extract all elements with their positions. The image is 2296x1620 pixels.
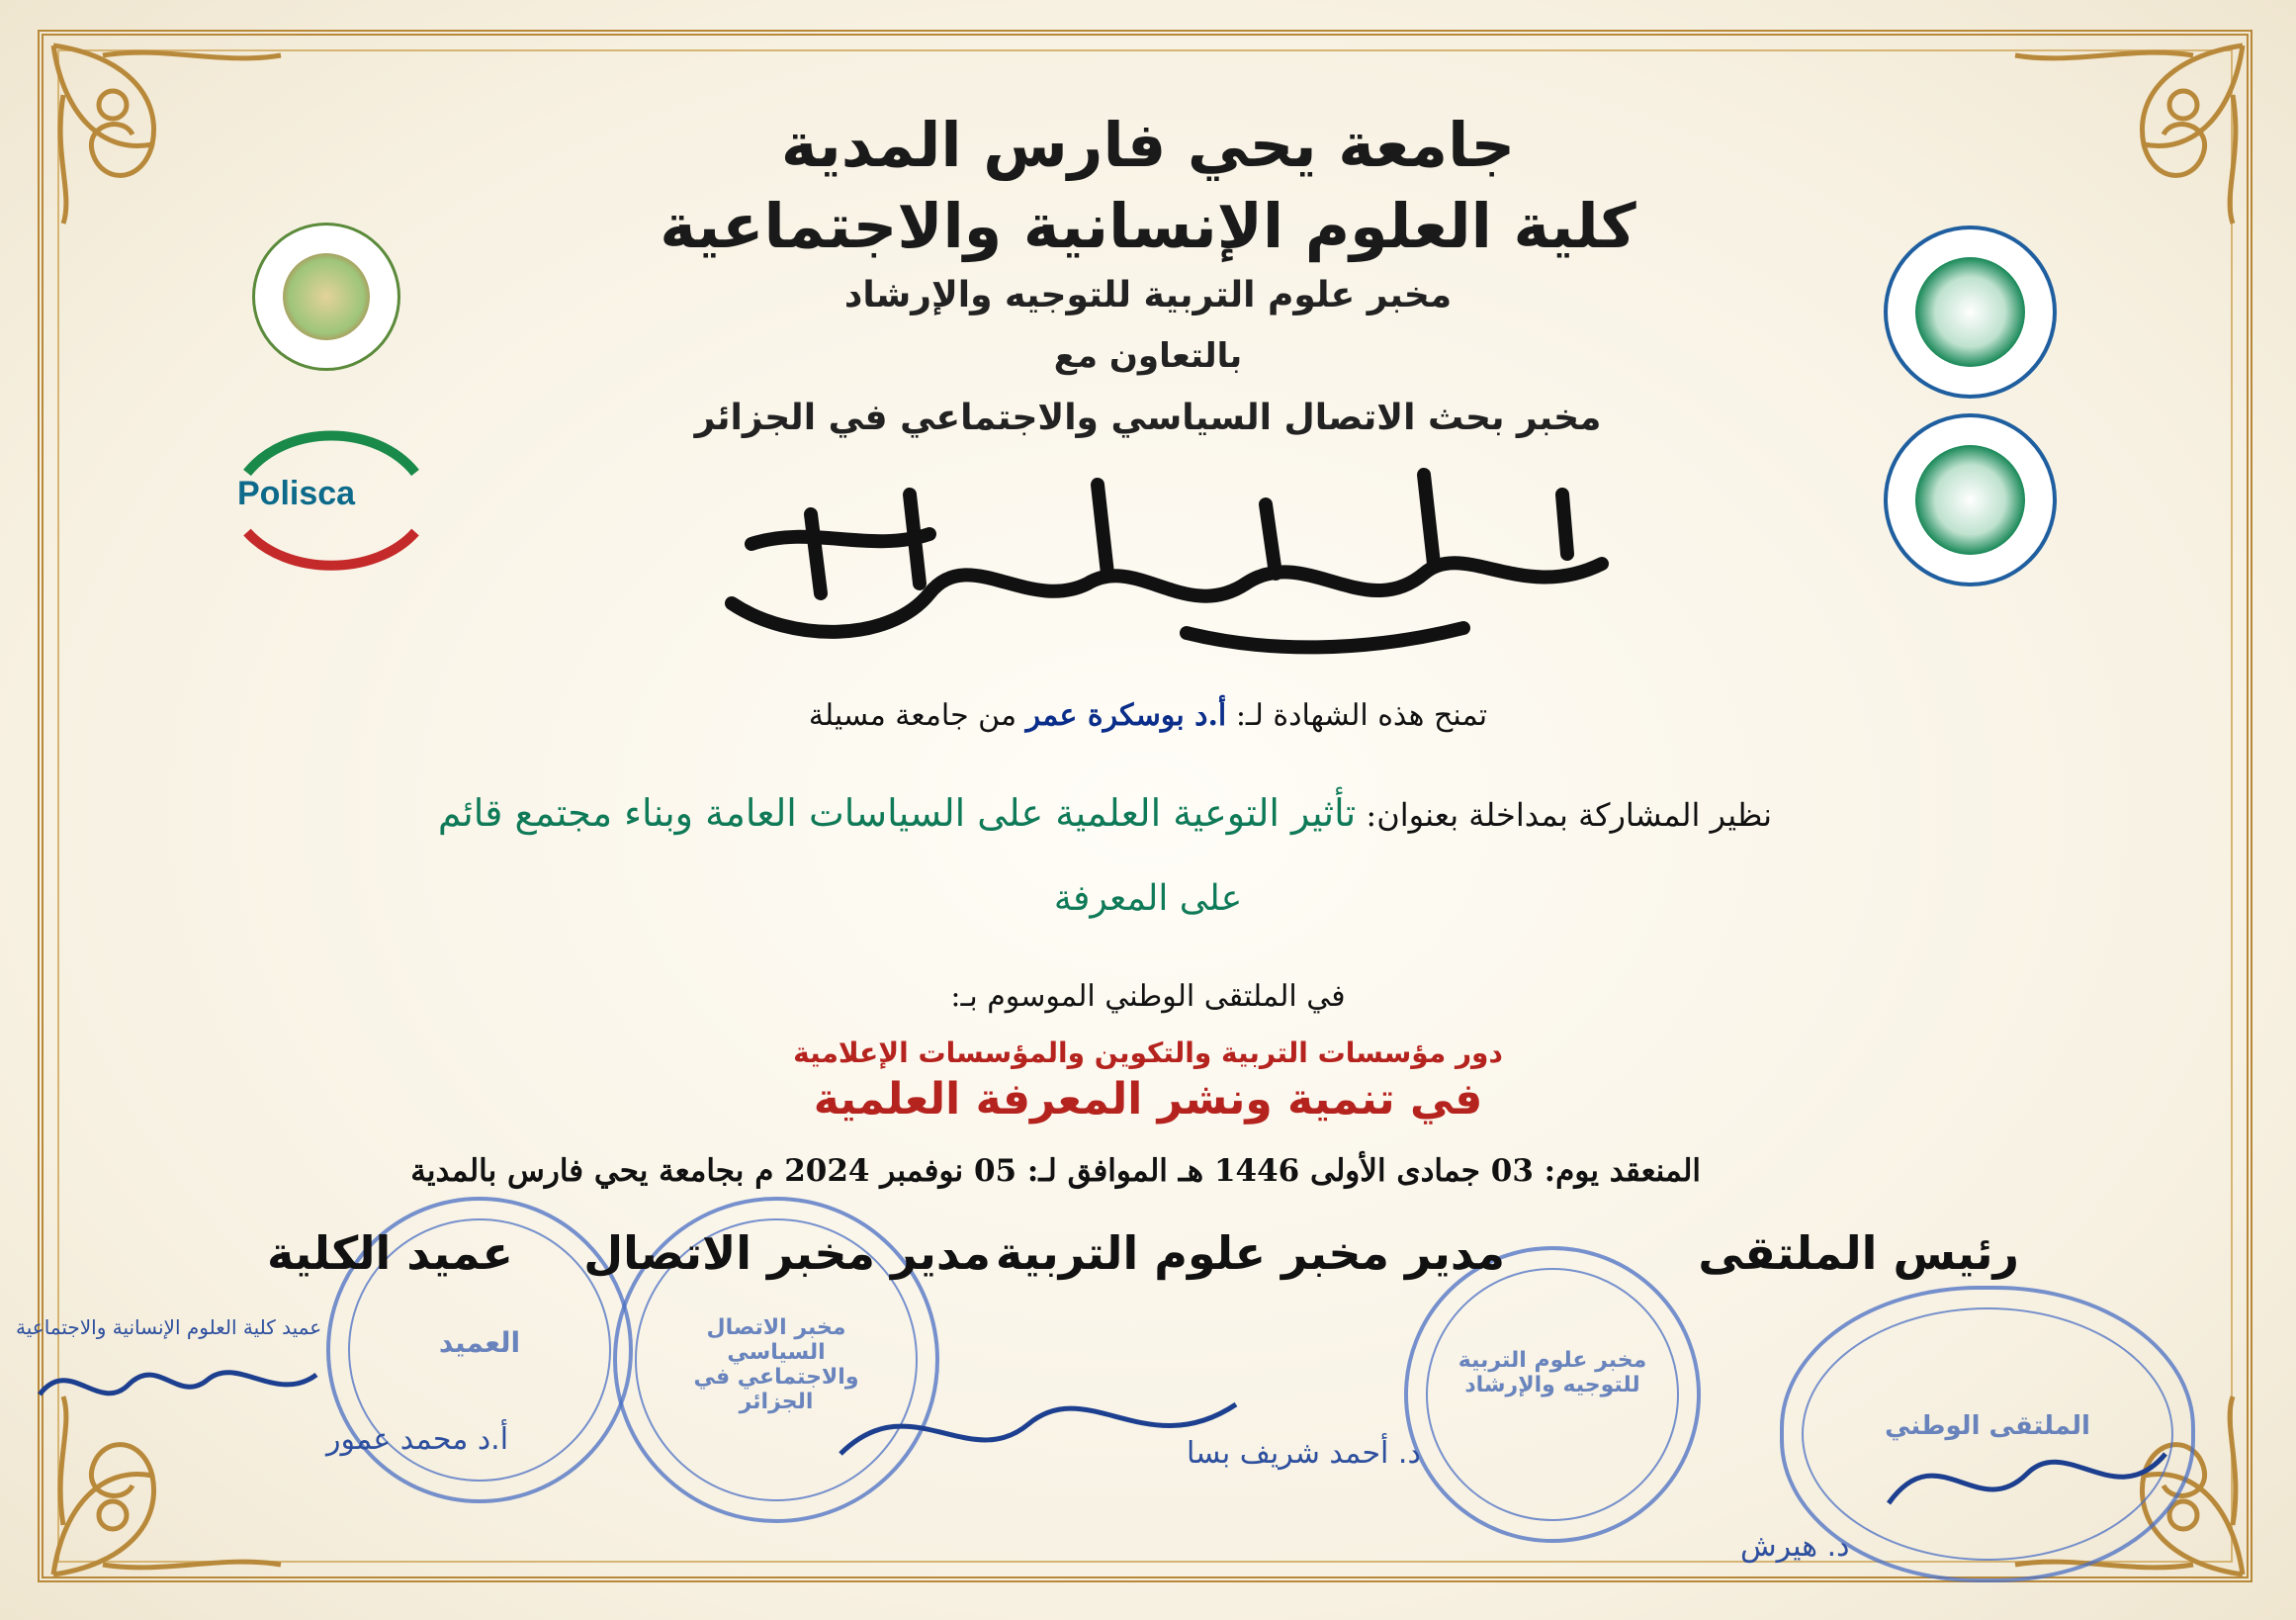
dean-title: عميد الكلية — [267, 1226, 513, 1280]
president-name: د. هيرش — [1740, 1529, 1850, 1564]
polisca-logo-text: Polisca — [237, 475, 356, 512]
comm-director-name: د. أحمد شريف بسا — [1187, 1436, 1421, 1471]
polisca-logo — [227, 413, 425, 582]
faculty-dean-note: عميد كلية العلوم الإنسانية والاجتماعية — [16, 1315, 322, 1339]
lab-name: مخبر علوم التربية للتوجيه والإرشاد — [843, 275, 1453, 315]
cooperation-label: بالتعاون مع — [1053, 336, 1243, 376]
paper-title-line2: على المعرفة — [1053, 878, 1243, 919]
comm-stamp-text: مخبر الاتصال السياسي والاجتماعي في الجزائر — [693, 1314, 859, 1414]
date-line: المنعقد يوم: 03 جمادى الأولى 1446 هـ الموافق لـ: 05 نوفمبر 2024 م بجامعة يحي فارس بالمدية — [410, 1153, 1701, 1189]
event-title-line2: في تنمية ونشر المعرفة العلمية — [813, 1074, 1483, 1125]
education-lab-stamp — [1404, 1246, 1701, 1543]
president-signature — [1879, 1424, 2175, 1533]
comm-director-signature — [831, 1365, 1246, 1484]
forum-stamp-text: الملتقى الوطني — [1885, 1410, 2090, 1441]
event-title-line1: دور مؤسسات التربية والتكوين والمؤسسات الإعلامية — [793, 1036, 1503, 1069]
communication-lab-director-title: مدير مخبر الاتصال — [583, 1226, 991, 1280]
university-name: جامعة يحي فارس المدية — [780, 109, 1516, 181]
faculty-name: كلية العلوم الإنسانية والاجتماعية — [660, 190, 1636, 262]
education-lab-director-title: مدير مخبر علوم التربية — [995, 1226, 1505, 1280]
grant-suffix: من جامعة مسيلة — [808, 698, 1017, 733]
participation-prefix: نظير المشاركة بمداخلة بعنوان: — [1366, 796, 1772, 834]
dean-name: أ.د محمد عمور — [326, 1422, 509, 1457]
dean-signature — [30, 1345, 326, 1424]
edu-stamp-text: مخبر علوم التربية للتوجيه والإرشاد — [1457, 1348, 1647, 1398]
grant-line — [0, 698, 2296, 733]
partner-lab-name: مخبر بحث الاتصال السياسي والاجتماعي في الجزائر — [694, 398, 1602, 438]
certificate-title-calligraphy — [672, 455, 1661, 663]
participation-line — [438, 791, 1772, 835]
paper-title-line1: تأثير التوعية العلمية على السياسات العامة وبناء مجتمع قائم — [437, 791, 1357, 835]
grant-prefix: تمنح هذه الشهادة لـ: — [1235, 698, 1488, 733]
dean-stamp-text: العميد — [438, 1325, 521, 1359]
faculty-logo-icon — [1884, 413, 2057, 586]
recipient-name: أ.د بوسكرة عمر — [1025, 698, 1227, 733]
forum-president-title: رئيس الملتقى — [1698, 1226, 2019, 1280]
forum-label: في الملتقى الوطني الموسوم بـ: — [950, 979, 1346, 1014]
